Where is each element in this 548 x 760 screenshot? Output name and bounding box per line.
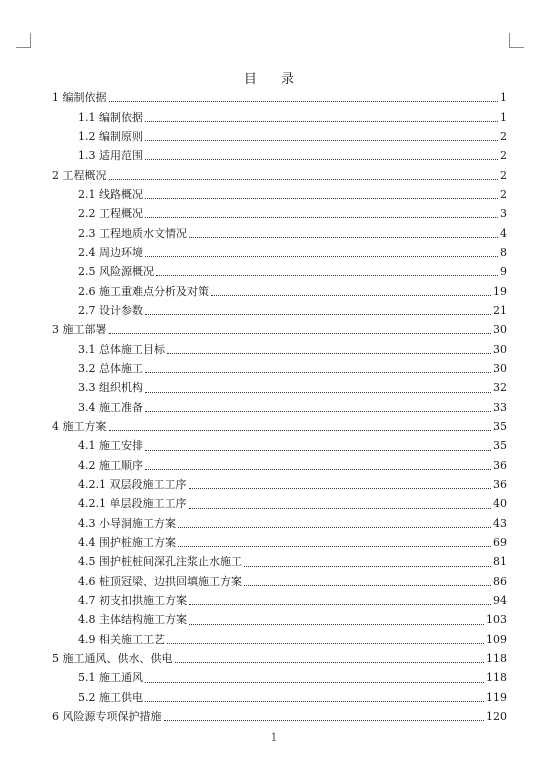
dot-leader (145, 449, 491, 451)
toc-entry-title: 2.4 周边环境 (78, 245, 143, 259)
toc-entry-page: 86 (493, 574, 507, 588)
toc-entry[interactable] (52, 165, 507, 184)
dot-leader (178, 545, 491, 547)
toc-entry-title: 5.1 施工通风 (78, 671, 143, 685)
toc-entry-page: 94 (493, 594, 507, 608)
toc-entry[interactable] (52, 610, 507, 629)
toc-entry[interactable] (52, 514, 507, 533)
dot-leader (109, 429, 492, 431)
toc-entry[interactable] (52, 475, 507, 494)
toc-entry-page: 81 (493, 555, 507, 569)
toc-entry-page: 21 (493, 303, 507, 317)
toc-entry[interactable] (52, 107, 507, 126)
toc-entry[interactable] (52, 281, 507, 300)
toc-entry-title: 3.1 总体施工目标 (78, 342, 165, 356)
dot-leader (244, 565, 491, 567)
dot-leader (145, 313, 491, 315)
toc-entry-title: 4.1 施工安排 (78, 439, 143, 453)
dot-leader (189, 623, 484, 625)
dot-leader (145, 120, 498, 122)
toc-entry-title: 2 工程概况 (52, 168, 107, 182)
toc-entry-title: 2.7 设计参数 (78, 303, 143, 317)
toc-entry-title: 2.6 施工重难点分析及对策 (78, 284, 209, 298)
toc-entry-page: 8 (500, 245, 507, 259)
toc-entry[interactable] (52, 649, 507, 668)
toc-entry-page: 103 (486, 613, 507, 627)
toc-entry[interactable] (52, 378, 507, 397)
toc-entry-title: 1.3 适用范围 (78, 149, 143, 163)
dot-leader (145, 700, 484, 702)
toc-entry-page: 4 (500, 226, 507, 240)
toc-entry[interactable] (52, 127, 507, 146)
toc-entry[interactable] (52, 417, 507, 436)
toc-entry-title: 4.5 围护桩桩间深孔注浆止水施工 (78, 555, 242, 569)
toc-entry-title: 5.2 施工供电 (78, 690, 143, 704)
toc-entry-title: 3 施工部署 (52, 323, 107, 337)
toc-entry-page: 32 (493, 381, 507, 395)
toc-entry-title: 2.2 工程概况 (78, 207, 143, 221)
toc-entry-title: 3.2 总体施工 (78, 361, 143, 375)
toc-entry[interactable] (52, 88, 507, 107)
toc-entry[interactable] (52, 688, 507, 707)
toc-entry-title: 1 编制依据 (52, 91, 107, 105)
toc-entry[interactable] (52, 552, 507, 571)
toc-entry[interactable] (52, 572, 507, 591)
toc-entry-title: 4.6 桩顶冠梁、边拱回填施工方案 (78, 574, 242, 588)
toc-entry-title: 3.3 组织机构 (78, 381, 143, 395)
toc-entry-title: 5 施工通风、供水、供电 (52, 652, 173, 666)
toc-entry-page: 118 (486, 652, 507, 666)
toc-entry-page: 35 (493, 420, 507, 434)
toc-entry-page: 109 (486, 632, 507, 646)
crop-mark-top-right (509, 33, 524, 48)
toc-entry-page: 30 (493, 361, 507, 375)
toc-entry-title: 4.7 初支扣拱施工方案 (78, 594, 187, 608)
toc-entry-page: 2 (500, 187, 507, 201)
toc-entry[interactable] (52, 301, 507, 320)
toc-entry-page: 40 (493, 497, 507, 511)
toc-entry[interactable] (52, 591, 507, 610)
toc-entry-title: 4 施工方案 (52, 420, 107, 434)
toc-entry[interactable] (52, 533, 507, 552)
toc-entry-page: 1 (500, 110, 507, 124)
toc-entry-page: 19 (493, 284, 507, 298)
dot-leader (145, 468, 491, 470)
dot-leader (145, 158, 498, 160)
toc-entry[interactable] (52, 456, 507, 475)
toc-entry-page: 2 (500, 168, 507, 182)
toc-heading: 目 录 (243, 72, 305, 87)
toc-entry[interactable] (52, 320, 507, 339)
toc-entry-page: 35 (493, 439, 507, 453)
toc-entry[interactable] (52, 204, 507, 223)
dot-leader (167, 642, 484, 644)
toc-entry-page: 9 (500, 265, 507, 279)
dot-leader (244, 584, 491, 586)
table-of-contents (52, 88, 507, 726)
toc-entry-title: 2.1 线路概况 (78, 187, 143, 201)
dot-leader (189, 236, 498, 238)
toc-entry-page: 30 (493, 342, 507, 356)
toc-entry-page: 36 (493, 458, 507, 472)
toc-entry-page: 3 (500, 207, 507, 221)
dot-leader (109, 100, 499, 102)
toc-entry[interactable] (52, 243, 507, 262)
toc-entry-title: 4.2.1 双层段施工工序 (78, 478, 187, 492)
toc-entry[interactable] (52, 223, 507, 242)
toc-entry[interactable] (52, 146, 507, 165)
toc-entry[interactable] (52, 185, 507, 204)
dot-leader (175, 661, 485, 663)
toc-entry-page: 2 (500, 129, 507, 143)
dot-leader (109, 178, 499, 180)
toc-entry-page: 69 (493, 536, 507, 550)
dot-leader (145, 197, 498, 199)
dot-leader (145, 410, 491, 412)
dot-leader (211, 294, 491, 296)
toc-entry-title: 1.2 编制原则 (78, 129, 143, 143)
toc-entry-title: 6 风险源专项保护措施 (52, 710, 162, 724)
toc-entry-page: 33 (493, 400, 507, 414)
dot-leader (156, 274, 498, 276)
toc-entry[interactable] (52, 436, 507, 455)
toc-entry-title: 4.8 主体结构施工方案 (78, 613, 187, 627)
toc-entry-title: 3.4 施工准备 (78, 400, 143, 414)
toc-entry[interactable] (52, 630, 507, 649)
toc-entry-page: 120 (486, 710, 507, 724)
dot-leader (189, 487, 492, 489)
toc-entry-page: 30 (493, 323, 507, 337)
toc-entry[interactable] (52, 359, 507, 378)
toc-entry[interactable] (52, 668, 507, 687)
toc-entry[interactable] (52, 494, 507, 513)
toc-entry-page: 36 (493, 478, 507, 492)
toc-entry-page: 43 (493, 516, 507, 530)
toc-entry-title: 4.2 施工顺序 (78, 458, 143, 472)
dot-leader (145, 371, 491, 373)
toc-entry-page: 119 (486, 690, 507, 704)
toc-entry-page: 2 (500, 149, 507, 163)
toc-entry[interactable] (52, 262, 507, 281)
toc-entry-title: 4.3 小导洞施工方案 (78, 516, 176, 530)
dot-leader (189, 603, 491, 605)
crop-mark-top-left (16, 33, 31, 48)
dot-leader (145, 391, 491, 393)
toc-entry[interactable] (52, 339, 507, 358)
dot-leader (145, 681, 484, 683)
toc-entry-page: 118 (486, 671, 507, 685)
dot-leader (164, 719, 485, 721)
toc-entry-title: 4.2.1 单层段施工工序 (78, 497, 187, 511)
dot-leader (109, 332, 492, 334)
toc-entry[interactable] (52, 707, 507, 726)
toc-entry[interactable] (52, 398, 507, 417)
toc-entry-page: 1 (500, 91, 507, 105)
toc-entry-title: 2.3 工程地质水文情况 (78, 226, 187, 240)
dot-leader (145, 216, 498, 218)
dot-leader (145, 255, 498, 257)
dot-leader (167, 352, 491, 354)
page-number: 1 (270, 731, 278, 744)
toc-entry-title: 4.9 相关施工工艺 (78, 632, 165, 646)
dot-leader (145, 139, 498, 141)
toc-entry-title: 4.4 围护桩施工方案 (78, 536, 176, 550)
dot-leader (178, 526, 491, 528)
dot-leader (189, 507, 492, 509)
toc-entry-title: 1.1 编制依据 (78, 110, 143, 124)
toc-entry-title: 2.5 风险源概况 (78, 265, 154, 279)
